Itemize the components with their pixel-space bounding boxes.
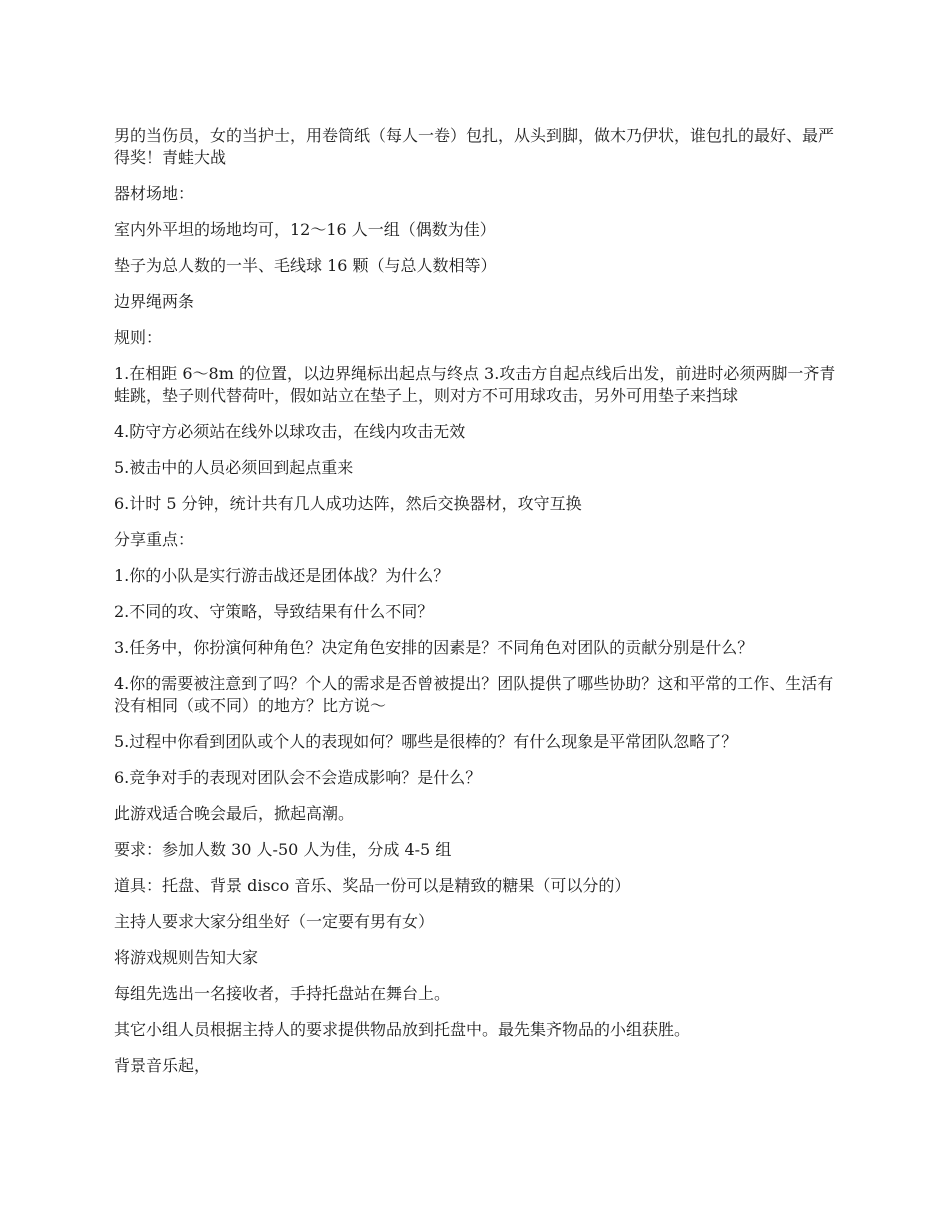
paragraph-sharing-1: 1.你的小队是实行游击战还是团体战？为什么？ bbox=[114, 566, 450, 585]
paragraph-sharing-5: 5.过程中你看到团队或个人的表现如何？哪些是很棒的？有什么现象是平常团队忽略了？ bbox=[114, 732, 738, 751]
paragraph-collect-items: 其它小组人员根据主持人的要求提供物品放到托盘中。最先集齐物品的小组获胜。 bbox=[114, 1020, 691, 1039]
paragraph-venue: 室内外平坦的场地均可，12～16 人一组（偶数为佳） bbox=[114, 220, 496, 239]
paragraph-announce-rules: 将游戏规则告知大家 bbox=[114, 948, 259, 967]
paragraph-rule-1: 1.在相距 6～8m 的位置，以边界绳标出起点与终点 3.攻击方自起点线后出发，前进时必须两脚一齐青蛙跳，垫子则代替荷叶，假如站立在垫子上，则对方不可用球攻击，另外可用垫子来挡球 bbox=[114, 364, 836, 405]
paragraph-rule-4: 4.防守方必须站在线外以球攻击，在线内攻击无效 bbox=[114, 422, 466, 441]
paragraph-sharing-6: 6.竞争对手的表现对团队会不会造成影响？是什么？ bbox=[114, 768, 482, 787]
paragraph-sharing-4: 4.你的需要被注意到了吗？个人的需求是否曾被提出？团队提供了哪些协助？这和平常的工作、生活有没有相同（或不同）的地方？比方说～ bbox=[114, 674, 834, 715]
paragraph-ropes: 边界绳两条 bbox=[114, 292, 195, 311]
paragraph-sharing-2: 2.不同的攻、守策略，导致结果有什么不同？ bbox=[114, 602, 434, 621]
paragraph-sharing-3: 3.任务中，你扮演何种角色？决定角色安排的因素是？不同角色对团队的贡献分别是什么？ bbox=[114, 638, 754, 657]
paragraph-rule-5: 5.被击中的人员必须回到起点重来 bbox=[114, 458, 354, 477]
paragraph-rules-heading: 规则： bbox=[114, 328, 163, 347]
paragraph-receiver: 每组先选出一名接收者，手持托盘站在舞台上。 bbox=[114, 984, 451, 1003]
paragraph-equipment-heading: 器材场地： bbox=[114, 184, 195, 203]
paragraph-mats: 垫子为总人数的一半、毛线球 16 颗（与总人数相等） bbox=[114, 256, 497, 275]
paragraph-requirements: 要求：参加人数 30 人-50 人为佳，分成 4-5 组 bbox=[114, 840, 452, 859]
paragraph-sharing-heading: 分享重点： bbox=[114, 530, 195, 549]
paragraph-intro: 男的当伤员，女的当护士，用卷筒纸（每人一卷）包扎，从头到脚，做木乃伊状，谁包扎的最好、最严得奖！青蛙大战 bbox=[114, 126, 835, 167]
paragraph-host-groups: 主持人要求大家分组坐好（一定要有男有女） bbox=[114, 912, 435, 931]
paragraph-music-starts: 背景音乐起， bbox=[114, 1056, 211, 1075]
document-body bbox=[114, 125, 842, 1091]
paragraph-rule-6: 6.计时 5 分钟，统计共有几人成功达阵，然后交换器材，攻守互换 bbox=[114, 494, 582, 513]
paragraph-game-note: 此游戏适合晚会最后，掀起高潮。 bbox=[114, 804, 355, 823]
paragraph-props: 道具：托盘、背景 disco 音乐、奖品一份可以是精致的糖果（可以分的） bbox=[114, 876, 631, 895]
